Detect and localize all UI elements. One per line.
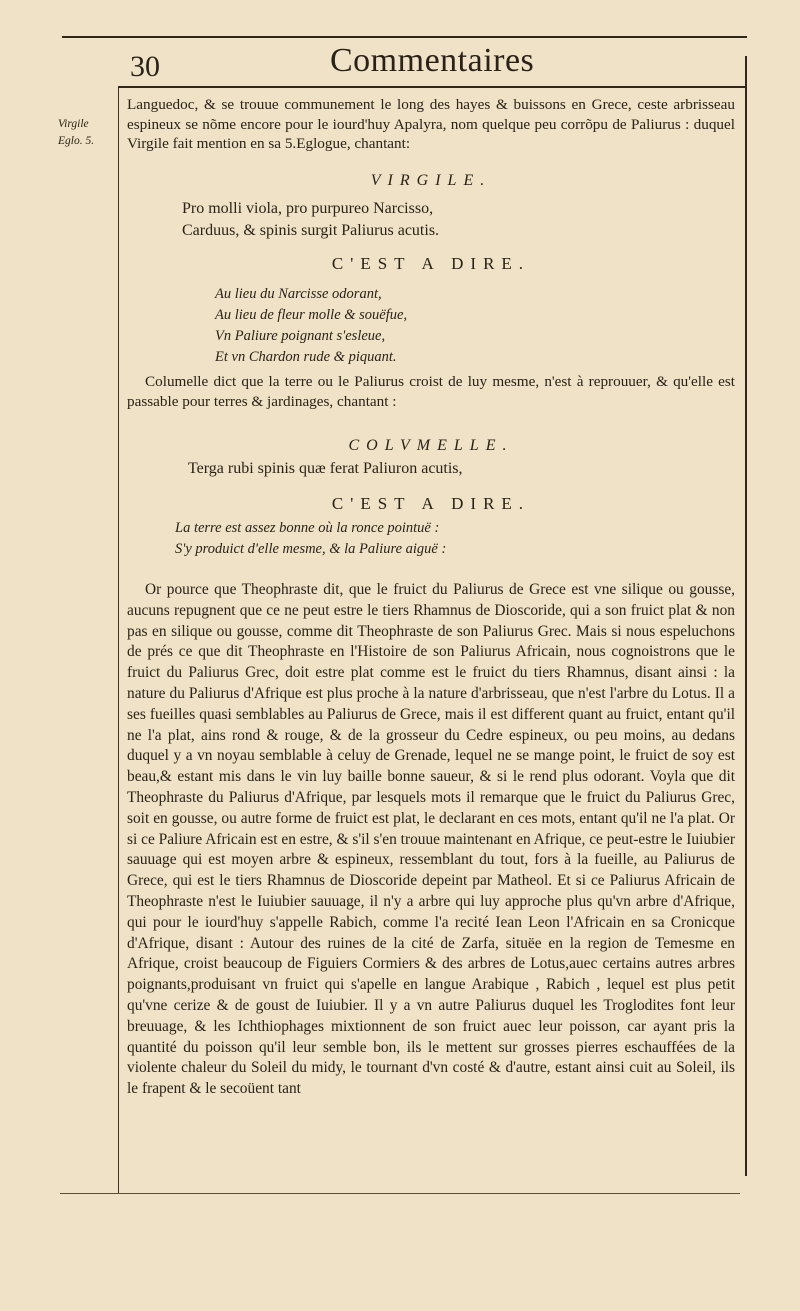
intro-text: Languedoc, & se trouue communement le long des hayes & buissons en Grece, ceste arbrisseau espineux se nõme encore pour le iourd'huy Apalyra, nom quelque peu corrõpu de Paliurus : duquel Virgile fait mention en sa 5.Eglogue, chantant: <box>127 96 735 153</box>
margin-note-line: Eglo. 5. <box>58 135 95 147</box>
virgile-latin-verse <box>182 198 439 242</box>
columelle-cest-a-dire: C'EST A DIRE. <box>331 494 531 513</box>
columelle-intro-text: Columelle dict que la terre ou le Paliurus croist de luy mesme, n'est à reprouuer, & qu'elle est passable pour terres & jardinages, chantant : <box>127 373 735 410</box>
verse-line: Et vn Chardon rude & piquant. <box>215 349 397 365</box>
main-text: Or pource que Theophraste dit, que le fruict du Paliurus de Grece est vne silique ou gousse, aucuns repugnent que ce ne peut estre le tiers Rhamnus de Dioscoride, qui a son fruict plat & non pas en silique ou gousse, comme dit Theophraste de son Paliurus Grec. Mais si nous espeluchons de prés ce que dit Theophraste en l'Histoire de son Paliurus Africain, nous cognoistrons que le fruict du Paliurus Grec, doit estre plat comme est le fruict du tiers Rhamnus, disant ainsi : la nature du Paliurus d'Afrique est plus proche à la nature d'arbrisseau, que n'est l'arbre du Lotus. Il a ses fueilles quasi semblables au Paliurus de Grece, mais il est different quant au fruict, entant qu'il ne l'a plat, ains rond & rouge, & de la grosseur du Cedre espineux, ou peu moins, au dedans duquel y a vn noyau semblable à celuy de Grenade, lequel ne se mange point, le fruict de soy est beau,& estant mis dans le vin luy baille bonne saueur, & si le rend plus odorant. Voyla que dit Theophraste du Paliurus d'Afrique, par lesquels mots il remarque que le fruict du Paliurus Grec, soit en gousse, ou autre forme de fruict est plat, le declarant en ces mots, entant qu'il ne l'a plat. Or si ce Paliure Africain est en estre, & s'il s'en trouue maintenant en Afrique, ce peut-estre le Iuiubier sauuage qui est moyen arbre & espineux, ressemblant du tout, fors à la fueille, au Paliurus de Grece, qui est le tiers Rhamnus de Dioscoride depeint par Matheol. Et si ce Paliurus Africain de Theophraste n'est le Iuiubier sauuage, il n'y a arbre qui luy approche plus qu'vn arbre d'Afrique, qui pour le iourd'huy s'appelle Rabich, comme l'a recité Iean Leon l'Africain en sa Cronicque d'Afrique, disant : Autour des ruines de la cité de Zarfa, situëe en la region de Temesme en Afrique, croist beaucoup de Figuiers Cormiers & des arbres de Lotus,auec certains autres arbres poignants,produisant vn fruict qui s'apelle en langue Arabique , Rabich , lequel est plus petit qu'vne cerize & de goust de Iuiubier. Il y a vn autre Paliurus duquel les Troglodites font leur breuuage, & les Ichthiophages mixtionnent de son fruict auec leur poisson, car ayant pris la quantité du poisson qu'il leur semble bon, ils le mettent sur grosses pierres eschauffées de la violente chaleur du Soleil du midy, le tournant d'vn costé & d'autre, estant ainsi cuit au Soleil, ils le frapent & le secoüent tant <box>127 581 735 1098</box>
virgile-cest-a-dire: C'EST A DIRE. <box>331 254 531 273</box>
verse-line: Terga rubi spinis quæ ferat Paliuron acutis, <box>188 460 463 477</box>
left-rule <box>118 88 119 1194</box>
columelle-heading: COLVMELLE. <box>348 437 514 454</box>
verse-line: S'y produict d'elle mesme, & la Paliure aiguë : <box>175 541 447 557</box>
verse-line: Pro molli viola, pro purpureo Narcisso, <box>182 200 434 217</box>
columelle-french-verse <box>175 518 446 560</box>
verse-line: Au lieu de fleur molle & souëfue, <box>215 307 408 323</box>
right-rule <box>745 56 747 1176</box>
columelle-latin-verse <box>188 458 463 480</box>
running-head: Commentaires <box>330 42 535 79</box>
verse-line: Vn Paliure poignant s'esleue, <box>215 328 386 344</box>
virgile-heading: VIRGILE. <box>370 172 492 189</box>
verse-line: La terre est assez bonne où la ronce pointuë : <box>175 520 440 536</box>
margin-note-line: Virgile <box>58 118 89 130</box>
top-rule <box>62 36 747 38</box>
verse-line: Carduus, & spinis surgit Paliurus acutis. <box>182 222 440 239</box>
header-rule <box>118 86 746 88</box>
virgile-french-verse <box>215 284 407 368</box>
page-number: 30 <box>130 50 160 83</box>
intro-paragraph <box>127 95 735 154</box>
margin-note <box>58 116 118 150</box>
verse-line: Au lieu du Narcisse odorant, <box>215 286 382 302</box>
bottom-rule <box>60 1193 740 1194</box>
main-paragraph <box>127 580 735 1100</box>
columelle-intro-paragraph <box>127 372 735 411</box>
